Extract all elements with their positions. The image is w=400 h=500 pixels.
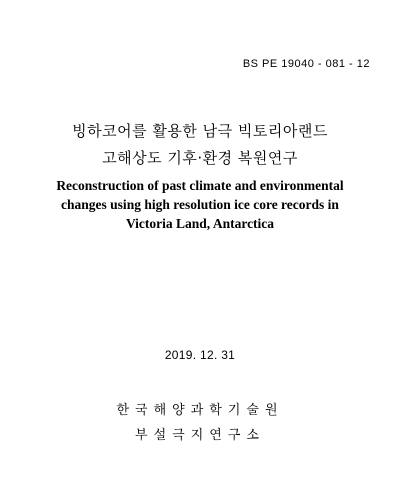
english-title-line-2: changes using high resolution ice core records in bbox=[61, 197, 339, 212]
korean-title-line-2: 고해상도 기후·환경 복원연구 bbox=[102, 149, 298, 167]
report-date: 2019. 12. 31 bbox=[164, 348, 236, 362]
organization bbox=[0, 398, 400, 448]
korean-title-line-1: 빙하코어를 활용한 남극 빅토리아랜드 bbox=[72, 122, 328, 140]
report-number: BS PE 19040 - 081 - 12 bbox=[242, 58, 370, 70]
english-title bbox=[0, 176, 400, 233]
korean-title bbox=[0, 118, 400, 172]
english-title-line-1: Reconstruction of past climate and environmental bbox=[56, 178, 344, 193]
english-title-line-3: Victoria Land, Antarctica bbox=[125, 216, 275, 231]
organization-line-2: 부설극지연구소 bbox=[135, 428, 265, 443]
organization-line-1: 한국해양과학기술원 bbox=[116, 403, 284, 418]
